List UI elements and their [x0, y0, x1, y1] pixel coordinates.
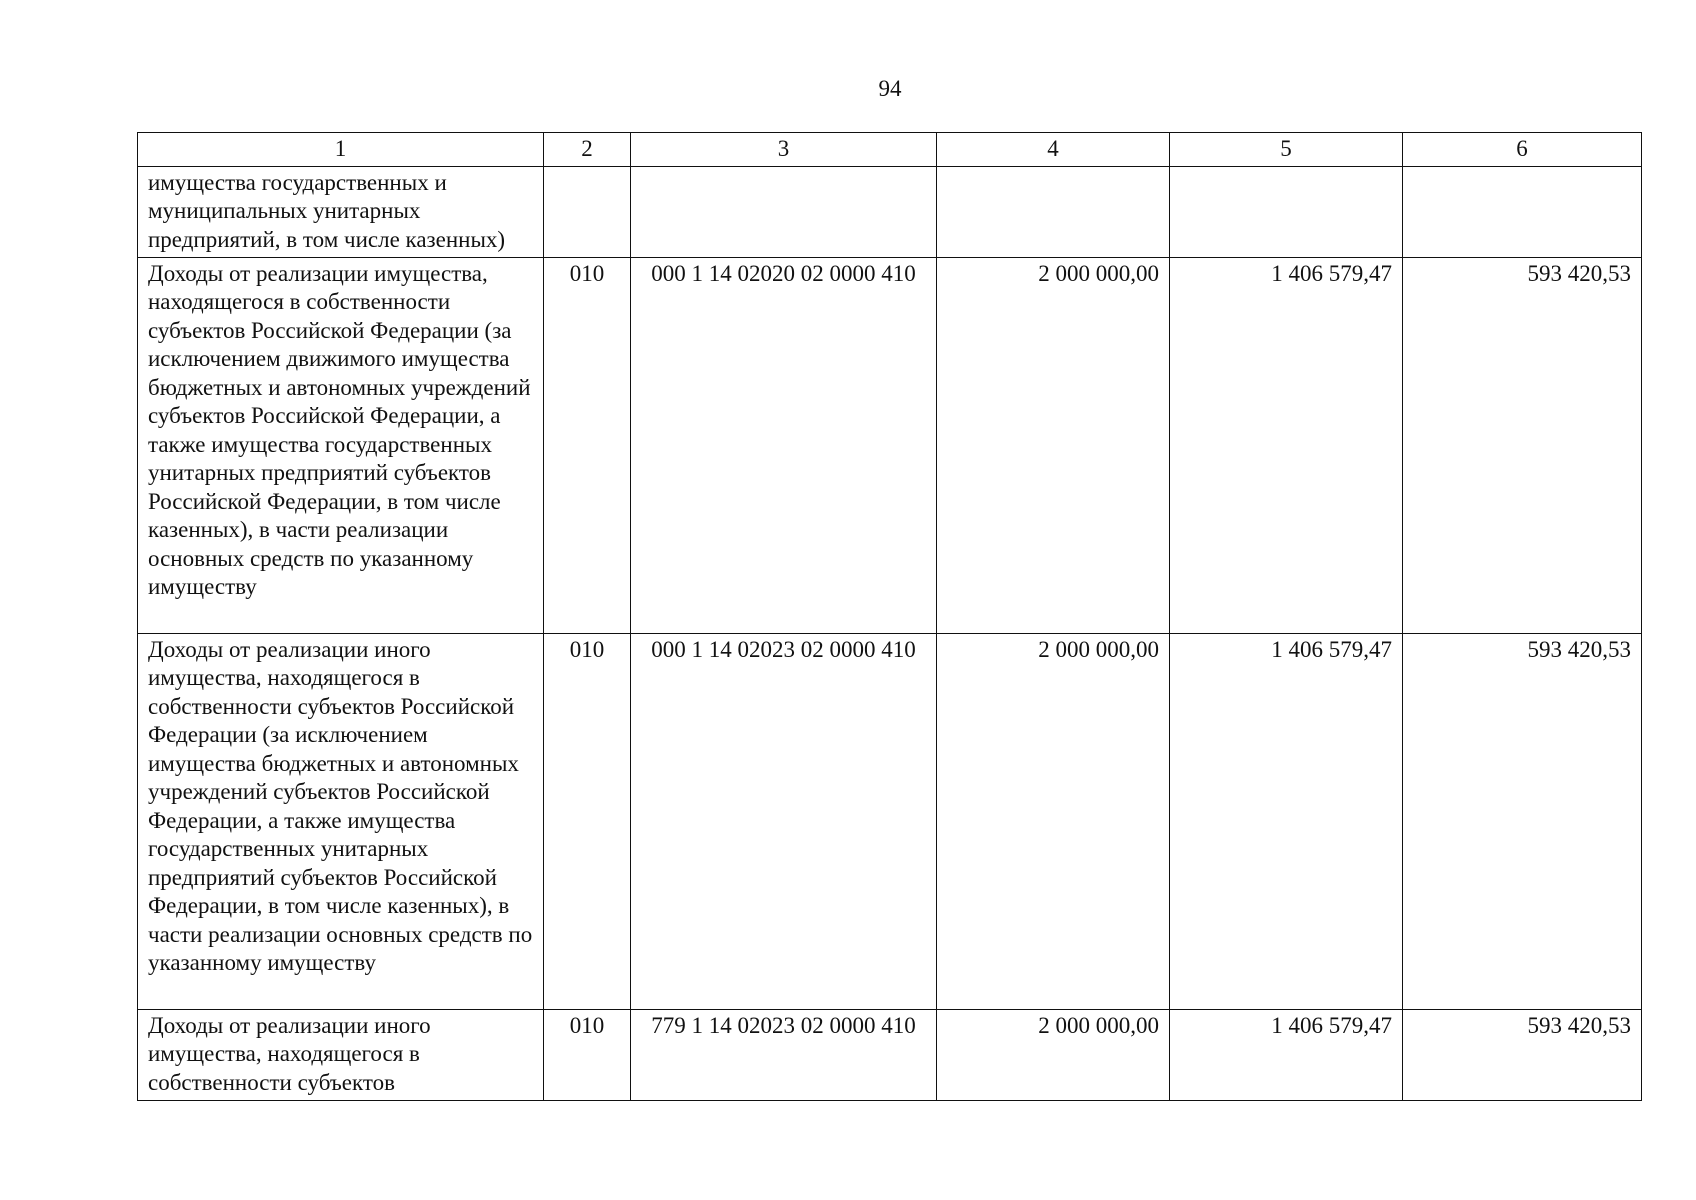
line-code-cell: 010	[544, 633, 631, 1009]
approved-amount-cell: 2 000 000,00	[937, 633, 1170, 1009]
executed-amount-cell: 1 406 579,47	[1170, 1009, 1403, 1100]
income-code-cell: 000 1 14 02023 02 0000 410	[631, 633, 937, 1009]
income-name-cell: имущества государственных и муниципальных унитарных предприятий, в том числе казенных)	[138, 166, 544, 257]
line-code-cell: 010	[544, 1009, 631, 1100]
income-name-cell: Доходы от реализации имущества, находящегося в собственности субъектов Российской Федерации (за исключением движимого имущества бюджетных и автономных учреждений субъектов Российской Федерации, а также имущества государственных унитарных предприятий субъектов Российской Федерации, в том числе казенных), в части реализации основных средств по указанному имуществу	[138, 257, 544, 633]
income-code-cell	[631, 166, 937, 257]
unexecuted-amount-cell: 593 420,53	[1403, 633, 1642, 1009]
column-header: 5	[1170, 133, 1403, 167]
income-code-cell: 779 1 14 02023 02 0000 410	[631, 1009, 937, 1100]
unexecuted-amount-cell: 593 420,53	[1403, 257, 1642, 633]
table-header-row	[138, 133, 1642, 167]
table-row	[138, 633, 1642, 1009]
line-code-cell	[544, 166, 631, 257]
income-name-cell: Доходы от реализации иного имущества, находящегося в собственности субъектов	[138, 1009, 544, 1100]
unexecuted-amount-cell	[1403, 166, 1642, 257]
table-row	[138, 166, 1642, 257]
column-header: 1	[138, 133, 544, 167]
income-table	[137, 132, 1642, 1101]
table-row	[138, 257, 1642, 633]
executed-amount-cell: 1 406 579,47	[1170, 633, 1403, 1009]
column-header: 3	[631, 133, 937, 167]
income-code-cell: 000 1 14 02020 02 0000 410	[631, 257, 937, 633]
approved-amount-cell	[937, 166, 1170, 257]
column-header: 6	[1403, 133, 1642, 167]
executed-amount-cell: 1 406 579,47	[1170, 257, 1403, 633]
income-name-cell: Доходы от реализации иного имущества, находящегося в собственности субъектов Российской Федерации (за исключением имущества бюджетных и автономных учреждений субъектов Российской Федерации, а также имущества государственных унитарных предприятий субъектов Российской Федерации, в том числе казенных), в части реализации основных средств по указанному имуществу	[138, 633, 544, 1009]
page-number: 94	[878, 76, 902, 101]
column-header: 4	[937, 133, 1170, 167]
table-row	[138, 1009, 1642, 1100]
line-code-cell: 010	[544, 257, 631, 633]
column-header: 2	[544, 133, 631, 167]
executed-amount-cell	[1170, 166, 1403, 257]
approved-amount-cell: 2 000 000,00	[937, 257, 1170, 633]
unexecuted-amount-cell: 593 420,53	[1403, 1009, 1642, 1100]
approved-amount-cell: 2 000 000,00	[937, 1009, 1170, 1100]
